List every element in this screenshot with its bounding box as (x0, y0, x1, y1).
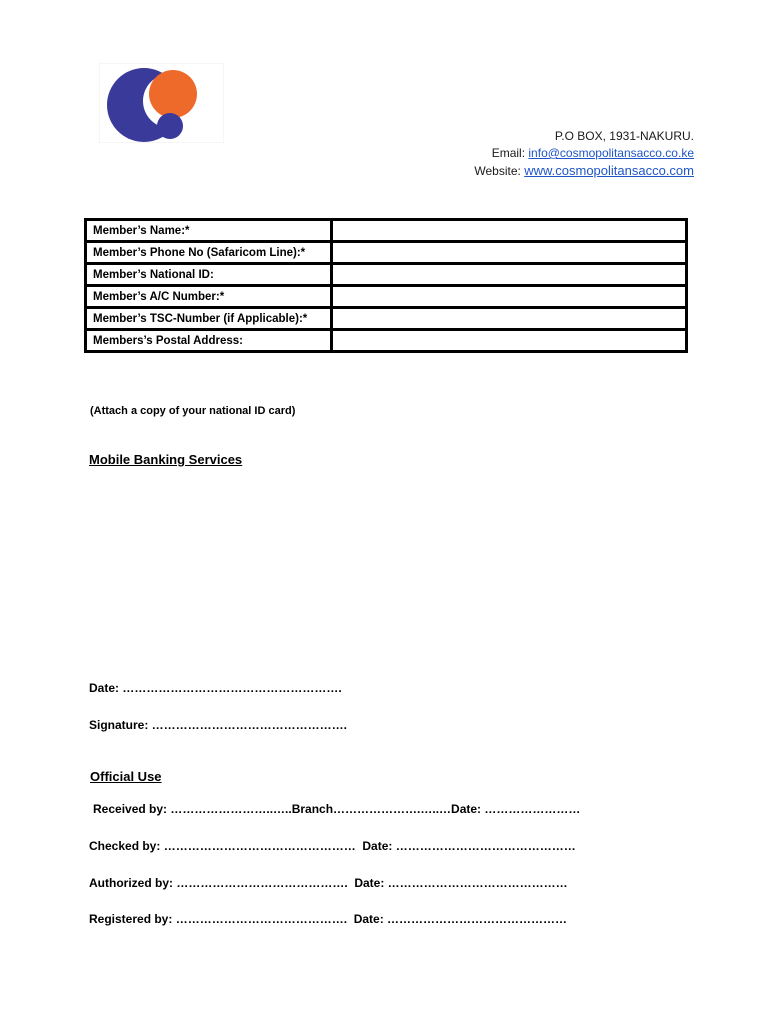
table-row (86, 330, 687, 352)
national-id-label: Member’s National ID: (86, 264, 332, 286)
email-line (474, 145, 694, 162)
checked-by-line[interactable]: Checked by: ………………………………………… Date: ……………………………………… (89, 839, 576, 853)
website-link[interactable]: www.cosmopolitansacco.com (524, 163, 694, 178)
table-row (86, 308, 687, 330)
postal-address-field[interactable] (332, 330, 687, 352)
member-details-table (84, 218, 688, 353)
contact-address-block (474, 128, 694, 180)
member-name-label: Member’s Name:* (86, 220, 332, 242)
attach-id-note: (Attach a copy of your national ID card) (90, 405, 296, 417)
email-label: Email: (491, 146, 526, 160)
email-link[interactable]: info@cosmopolitansacco.co.ke (528, 146, 694, 160)
member-name-field[interactable] (332, 220, 687, 242)
authorized-by-line[interactable]: Authorized by: ……………………………………. Date: ……………………………………… (89, 876, 568, 890)
signature-field[interactable]: Signature: …………………………………………. (89, 718, 348, 732)
phone-number-field[interactable] (332, 242, 687, 264)
table-row (86, 242, 687, 264)
table-row (86, 264, 687, 286)
received-by-line[interactable]: Received by: ……………………..…..Branch………………….…..…Date: …………………… (93, 802, 581, 816)
mobile-banking-heading: Mobile Banking Services (89, 452, 243, 467)
table-row (86, 286, 687, 308)
official-use-heading: Official Use (90, 769, 162, 784)
website-label: Website: (474, 164, 521, 178)
registered-by-line[interactable]: Registered by: ……………………………………. Date: ……………………………………… (89, 912, 568, 926)
table-row (86, 220, 687, 242)
postal-address-label: Members’s Postal Address: (86, 330, 332, 352)
phone-number-label: Member’s Phone No (Safaricom Line):* (86, 242, 332, 264)
account-number-label: Member’s A/C Number:* (86, 286, 332, 308)
tsc-number-field[interactable] (332, 308, 687, 330)
website-line (474, 162, 694, 180)
sacco-logo (99, 63, 224, 143)
logo-blue-dot (157, 113, 183, 139)
logo-orange-circle (149, 70, 197, 118)
national-id-field[interactable] (332, 264, 687, 286)
date-field[interactable]: Date: ………………………………………………. (89, 681, 342, 695)
tsc-number-label: Member’s TSC-Number (if Applicable):* (86, 308, 332, 330)
po-box: P.O BOX, 1931-NAKURU. (554, 129, 694, 143)
account-number-field[interactable] (332, 286, 687, 308)
